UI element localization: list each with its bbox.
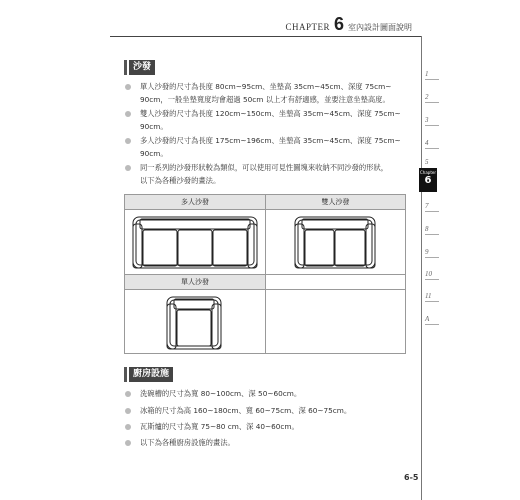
chapter-number: 6	[333, 14, 344, 34]
kitchen-bullet-1	[124, 387, 406, 400]
kitchen-bullet-4	[124, 436, 406, 449]
page-number: 6-5	[404, 473, 419, 482]
sofa-bullet-1	[124, 80, 406, 106]
header-rule	[110, 36, 422, 37]
chapter-word: CHAPTER	[285, 22, 330, 32]
bullet-line: 90cm。	[140, 149, 168, 158]
bullet-line: 以下為各種沙發的畫法。	[140, 176, 221, 185]
sofa-drawings-table	[124, 194, 406, 354]
side-tab-8[interactable]: 8	[425, 225, 439, 235]
chapter-header	[285, 16, 412, 33]
side-tab-10[interactable]: 10	[425, 270, 439, 280]
side-tab-4[interactable]: 4	[425, 139, 439, 149]
multi-sofa-drawing	[131, 215, 259, 270]
kitchen-bullet-3	[124, 420, 406, 433]
bullet-line: 雙人沙發的尺寸為長度 120cm~150cm、坐墊高 35cm~45cm、深度 75cm~	[140, 109, 401, 118]
multi-sofa-label: 多人沙發	[125, 195, 265, 209]
side-active-number: 6	[424, 175, 432, 186]
single-sofa-label: 單人沙發	[125, 275, 265, 289]
bullet-line: 90cm，一般坐墊寬度均會超過 50cm 以上才有舒適感，並要注意坐墊高度。	[140, 95, 390, 104]
sofa-bullet-2	[124, 107, 406, 133]
side-tab-7[interactable]: 7	[425, 202, 439, 212]
double-sofa-label: 雙人沙發	[266, 195, 405, 209]
bullet-dot-icon	[125, 165, 131, 171]
section-kitchen-title: 廚房設施	[129, 367, 173, 382]
bullet-dot-icon	[125, 391, 131, 397]
section-kitchen-heading	[124, 367, 173, 382]
side-tab-9[interactable]: 9	[425, 248, 439, 258]
kitchen-bullet-2	[124, 404, 406, 417]
bullet-dot-icon	[125, 440, 131, 446]
bullet-line: 同一系列的沙發形狀較為類似，可以使用可見性圖塊來收納不同沙發的形狀，	[140, 163, 389, 172]
section-sofa-heading	[124, 60, 155, 75]
sofa-bullet-3	[124, 134, 406, 160]
side-tab-active[interactable]	[419, 168, 437, 192]
bullet-line: 瓦斯爐的尺寸為寬 75~80 cm、深 40~60cm。	[140, 422, 299, 431]
bullet-line: 以下為各種廚房設施的畫法。	[140, 438, 235, 447]
side-active-label: Chapter	[420, 170, 436, 175]
bullet-line: 洗碗槽的尺寸為寬 80~100cm、深 50~60cm。	[140, 389, 302, 398]
side-tab-11[interactable]: 11	[425, 292, 439, 302]
section-marker	[124, 367, 127, 382]
sofa-bullet-4	[124, 161, 406, 187]
side-tab-1[interactable]: 1	[425, 70, 439, 80]
bullet-dot-icon	[125, 408, 131, 414]
side-index-rule	[421, 36, 422, 500]
section-sofa-title: 沙發	[129, 60, 155, 75]
table-divider	[125, 289, 405, 290]
bullet-line: 多人沙發的尺寸為長度 175cm~196cm、坐墊高 35cm~45cm、深度 75cm~	[140, 136, 401, 145]
side-tab-appendix[interactable]: A	[425, 315, 439, 325]
double-sofa-drawing	[293, 215, 377, 270]
side-tab-2[interactable]: 2	[425, 93, 439, 103]
bullet-dot-icon	[125, 424, 131, 430]
chapter-title: 室內設計圖面說明	[348, 23, 412, 32]
section-marker	[124, 60, 127, 75]
bullet-dot-icon	[125, 138, 131, 144]
side-tab-3[interactable]: 3	[425, 116, 439, 126]
bullet-line: 冰箱的尺寸為高 160~180cm、寬 60~75cm、深 60~75cm。	[140, 406, 352, 415]
bullet-line: 單人沙發的尺寸為長度 80cm~95cm、坐墊高 35cm~45cm、深度 75cm~	[140, 82, 392, 91]
single-sofa-drawing	[165, 295, 223, 351]
bullet-dot-icon	[125, 84, 131, 90]
bullet-dot-icon	[125, 111, 131, 117]
bullet-line: 90cm。	[140, 122, 168, 131]
side-tab-5[interactable]: 5	[425, 158, 429, 166]
